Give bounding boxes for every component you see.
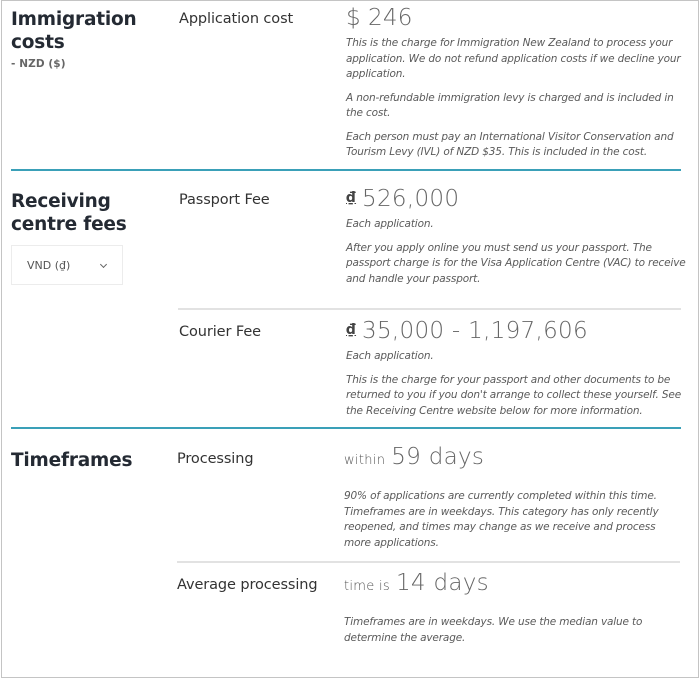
description: 90% of applications are currently completed within this time. Timeframes are in weekdays. This category has only recently reopened, and times may change as we receive and process more applications.: [344, 490, 659, 549]
title-line-1: Immigration: [11, 9, 137, 30]
dong-currency-icon: ₫: [346, 190, 357, 206]
title-line-2: costs: [11, 32, 65, 53]
time-value: 59 days: [391, 444, 485, 470]
time-value: 14 days: [396, 570, 489, 596]
processing-time: [344, 444, 484, 470]
section-title-timeframes: Timeframes: [11, 450, 133, 471]
title-line-1: Receiving: [11, 191, 111, 212]
dollar-currency-symbol: $: [346, 5, 361, 31]
currency-dropdown[interactable]: [11, 245, 123, 285]
amount-value: 246: [367, 5, 413, 31]
description: Each application.: [346, 350, 434, 362]
description: Each application.: [346, 218, 434, 230]
row-label-passport-fee: Passport Fee: [179, 192, 270, 208]
average-processing-time: [344, 570, 489, 596]
currency-subtitle: - NZD ($): [11, 58, 66, 70]
description: This is the charge for Immigration New Zealand to process your application. We do not refund application costs if we decline your application.: [346, 37, 681, 80]
time-prefix: time is: [344, 579, 390, 594]
passport-fee-descriptions: [346, 217, 686, 287]
row-label-application-cost: Application cost: [179, 11, 294, 27]
title-line-2: centre fees: [11, 214, 127, 235]
description: This is the charge for your passport and other documents to be returned to you if you don't arrange to collect these yourself. See the Receiving Centre website below for more information.: [346, 373, 682, 417]
processing-descriptions: [344, 489, 684, 551]
passport-fee-amount: [346, 186, 459, 212]
description: A non-refundable immigration levy is charged and is included in the cost.: [346, 91, 674, 119]
row-label-courier-fee: Courier Fee: [179, 324, 261, 340]
section-divider: [11, 169, 681, 171]
amount-value: 35,000 - 1,197,606: [362, 318, 588, 344]
section-divider: [11, 427, 681, 429]
section-title-receiving-centre-fees: [11, 190, 127, 236]
section-title-immigration-costs: [11, 8, 137, 54]
row-label-processing: Processing: [177, 451, 254, 467]
dong-currency-icon: ₫: [346, 322, 357, 338]
time-prefix: within: [344, 453, 386, 468]
average-processing-descriptions: [344, 615, 684, 646]
courier-fee-amount: [346, 318, 588, 344]
chevron-down-icon: [100, 261, 107, 268]
description: Timeframes are in weekdays. We use the median value to determine the average.: [344, 616, 643, 644]
row-divider: [177, 561, 680, 563]
amount-value: 526,000: [362, 186, 460, 212]
courier-fee-descriptions: [346, 349, 686, 419]
currency-dropdown-value: VND (₫): [27, 258, 71, 272]
row-label-average-processing: Average processing: [177, 577, 318, 593]
description: Each person must pay an International Visitor Conservation and Tourism Levy (IVL) of NZD $35. This is included in the cost.: [346, 130, 674, 158]
application-cost-amount: [346, 5, 413, 31]
application-cost-descriptions: [346, 36, 686, 161]
row-divider: [178, 308, 681, 310]
description: After you apply online you must send us your passport. The passport charge is for the Visa Application Centre (VAC) to receive and handle your passport.: [346, 241, 686, 285]
